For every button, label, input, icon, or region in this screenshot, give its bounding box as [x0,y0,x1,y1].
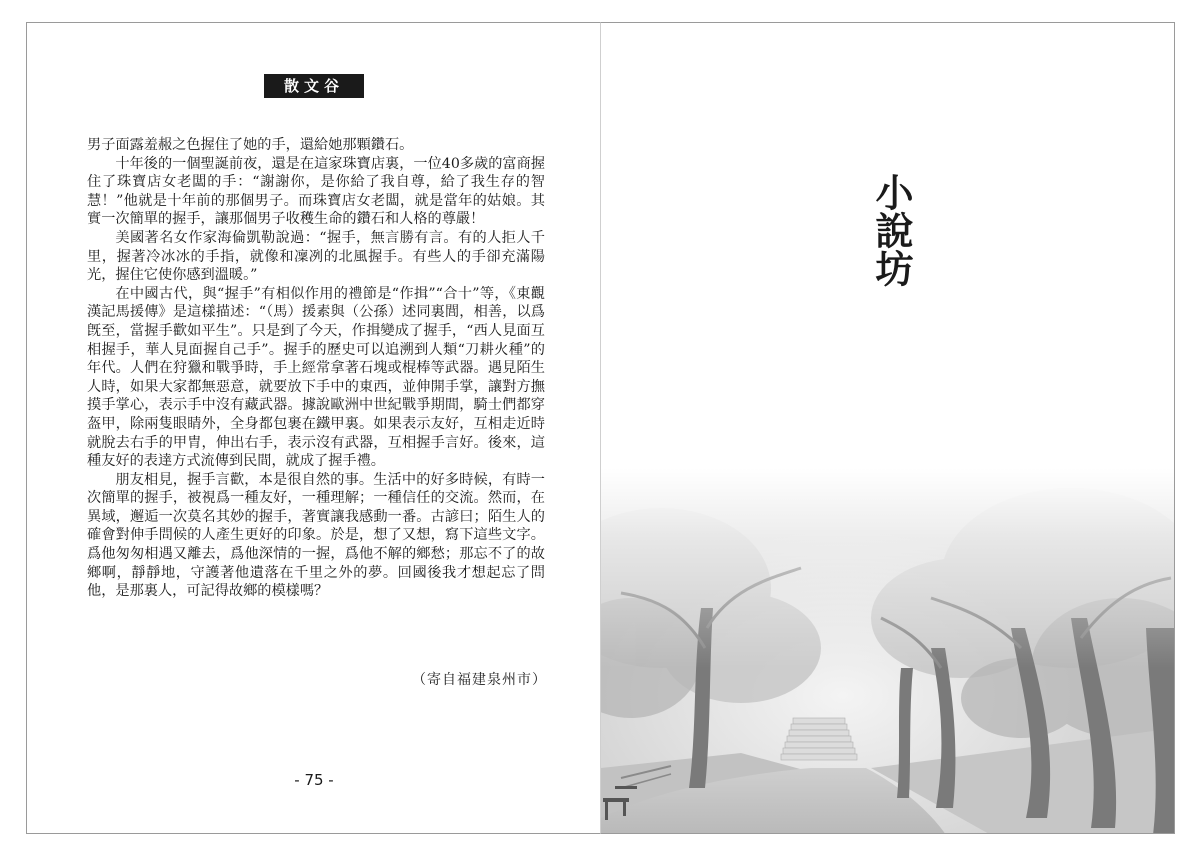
paragraph: 男子面露羞赧之色握住了她的手，還給她那顆鑽石。 [87,137,414,153]
paragraph: 十年後的一個聖誕前夜，還是在這家珠寶店裏，一位40多歲的富商握住了珠寶店女老闆的手：“謝謝你，是你給了我自尊，給了我生存的智慧！”他就是十年前的那個男子。而珠寶店女老闆，就是當年的姑娘。其實一次簡單的握手，讓那個男子收穫生命的鑽石和人格的尊嚴！ [87,155,545,228]
right-page [600,22,1175,834]
author-source: （寄自福建泉州市） [412,672,547,688]
article-body [87,136,545,601]
section-header: 散文谷 [264,74,364,98]
paragraph: 美國著名女作家海倫凱勒說過：“握手，無言勝有言。有的人拒人千里，握著冷冰冰的手指，就像和凜冽的北風握手。有些人的手卻充滿陽光，握住它使你感到溫暖。” [87,229,545,284]
paragraph: 朋友相見，握手言歡，本是很自然的事。生活中的好多時候，有時一次簡單的握手，被視爲一種友好，一種理解；一種信任的交流。然而，在異域，邂逅一次莫名其妙的握手，著實讓我感動一番。古諺曰；陌生人的確會對伸手問候的人產生更好的印象。於是，想了又想，寫下這些文字。爲他匆匆相遇又離去，爲他深情的一握，爲他不解的鄉愁；那忘不了的故鄉啊，靜靜地，守護著他遺落在千里之外的夢。回國後我才想起忘了問他，是那裏人，可記得故鄉的模樣嗎？ [87,471,545,600]
section-title: 小說坊 [869,173,913,287]
paragraph: 在中國古代，與“握手”有相似作用的禮節是“作揖”“合十”等，《東觀漢記馬援傳》是這樣描述：“（馬）援素與（公孫）述同裏閭，相善，以爲旣至，當握手歡如平生”。只是到了今天，作揖變成了握手，“西人見面互相握手，華人見面握自己手”。握手的歷史可以追溯到人類“刀耕火種”的年代。人們在狩獵和戰爭時，手上經常拿著石塊或棍棒等武器。遇見陌生人時，如果大家都無惡意，就要放下手中的東西，並伸開手掌，讓對方撫摸手掌心，表示手中沒有藏武器。據說歐洲中世紀戰爭期間，騎士們都穿盔甲，除兩隻眼睛外，全身都包裹在鐵甲裏。如果表示友好，互相走近時就脫去右手的甲胄，伸出右手，表示沒有武器，互相握手言好。後來，這種友好的表達方式流傳到民間，就成了握手禮。 [87,285,545,470]
page-number: - 75 - [294,771,334,789]
left-page [26,22,600,834]
tree-lined-path-photo [601,468,1175,834]
